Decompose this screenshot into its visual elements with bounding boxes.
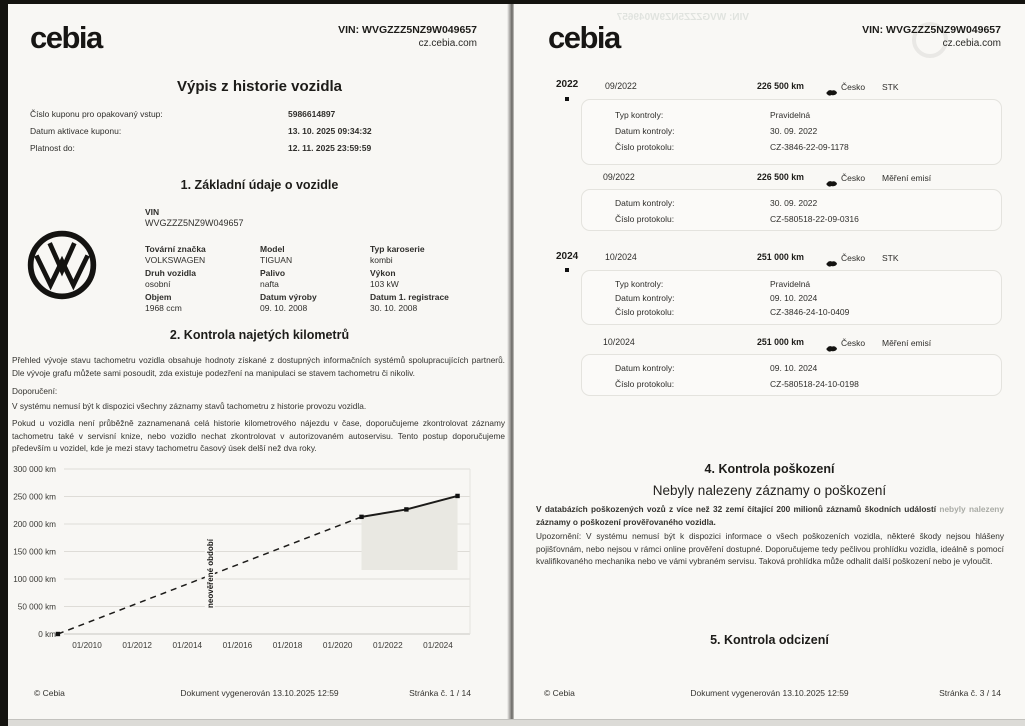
activation-date-label: Datum aktivace kuponu:	[30, 126, 122, 136]
entry-type: STK	[882, 82, 899, 92]
page-3	[514, 0, 1025, 726]
field-kind-label: Druh vozidla	[145, 268, 197, 278]
damage-text-before: V databázích poškozených vozů z více než 32 zemí čítající 200 milionů záznamů škodních událostí	[536, 504, 940, 514]
field-power-value: 103 kW	[370, 279, 399, 289]
field-brand-value: VOLKSWAGEN	[145, 255, 206, 265]
activation-date-value: 13. 10. 2025 09:34:32	[288, 126, 372, 136]
mileage-intro-paragraph: Přehled vývoje stavu tachometru vozidla obsahuje hodnoty získané z dostupných informačních systémů spolupracujících partnerů. Dle vývoje grafu můžete sami posoudit, zda existuje podezření na manipulaci se stavem tachometru či nikoliv.	[12, 355, 505, 378]
vw-logo-icon	[24, 227, 100, 308]
field-brand-label: Tovární značka	[145, 244, 206, 254]
header-vin: VIN: WVGZZZ5NZ9W049657	[338, 24, 477, 36]
svg-text:01/2010: 01/2010	[72, 641, 102, 650]
detail-label: Typ kontroly:	[615, 110, 664, 120]
inspection-detail-box	[581, 354, 1002, 396]
detail-value: CZ-3846-22-09-1178	[770, 142, 849, 152]
entry-odometer: 251 000 km	[757, 252, 804, 262]
section-5-heading: 5. Kontrola odcizení	[710, 633, 829, 647]
svg-text:150 000 km: 150 000 km	[13, 547, 56, 557]
inspection-detail-box	[581, 189, 1002, 231]
svg-text:01/2022: 01/2022	[373, 641, 403, 650]
detail-label: Datum kontroly:	[615, 293, 675, 303]
detail-label: Číslo protokolu:	[615, 379, 675, 389]
field-first-registration-value: 30. 10. 2008	[370, 303, 418, 313]
svg-text:neověřené období: neověřené období	[205, 539, 215, 608]
detail-label: Číslo protokolu:	[615, 142, 675, 152]
field-power-label: Výkon	[370, 268, 396, 278]
field-fuel-value: nafta	[260, 279, 279, 289]
detail-value: 09. 10. 2024	[770, 363, 818, 373]
mileage-chart	[8, 452, 512, 657]
detail-label: Datum kontroly:	[615, 363, 675, 373]
detail-value: CZ-3846-24-10-0409	[770, 307, 850, 317]
entry-month: 09/2022	[603, 172, 635, 182]
detail-label: Datum kontroly:	[615, 198, 675, 208]
damage-check-result: Nebyly nalezeny záznamy o poškození	[652, 483, 887, 498]
field-production-date-label: Datum výroby	[260, 292, 317, 302]
svg-text:01/2014: 01/2014	[172, 641, 203, 650]
field-model-label: Model	[260, 244, 285, 254]
coupon-number-value: 5986614897	[288, 109, 336, 119]
entry-country: Česko	[841, 82, 866, 92]
coupon-number-label: Číslo kuponu pro opakovaný vstup:	[30, 109, 163, 119]
entry-type: Měření emisí	[882, 338, 932, 348]
recommendation-label: Doporučení:	[12, 386, 58, 396]
cebia-logo: cebia	[548, 20, 620, 55]
scan-edge-top	[0, 0, 1025, 4]
scan-edge-left	[0, 0, 8, 726]
field-body-value: kombi	[370, 255, 393, 265]
vin-field-value: WVGZZZ5NZ9W049657	[145, 218, 244, 228]
header-site: cz.cebia.com	[418, 38, 477, 49]
validity-value: 12. 11. 2025 23:59:59	[288, 143, 372, 153]
footer-page-number: Stránka č. 3 / 14	[939, 688, 1001, 698]
header-vin: VIN: WVGZZZ5NZ9W049657	[862, 24, 1001, 36]
footer-generated: Dokument vygenerován 13.10.2025 12:59	[180, 688, 339, 698]
validity-label: Platnost do:	[30, 143, 75, 153]
svg-text:01/2018: 01/2018	[272, 641, 303, 650]
svg-text:01/2020: 01/2020	[322, 641, 353, 650]
entry-odometer: 251 000 km	[757, 337, 804, 347]
cebia-logo: cebia	[30, 20, 102, 55]
entry-country: Česko	[841, 173, 866, 183]
timeline-year-2022: 2022	[556, 79, 579, 90]
detail-value: 30. 09. 2022	[770, 126, 818, 136]
entry-month: 09/2022	[605, 81, 637, 91]
timeline-marker	[565, 268, 569, 272]
svg-text:01/2016: 01/2016	[222, 641, 253, 650]
entry-type: Měření emisí	[882, 173, 932, 183]
field-model-value: TIGUAN	[260, 255, 293, 265]
damage-text-highlight: nebyly nalezeny	[939, 504, 1004, 514]
detail-label: Číslo protokolu:	[615, 307, 675, 317]
header-site: cz.cebia.com	[942, 38, 1001, 49]
entry-month: 10/2024	[603, 337, 635, 347]
damage-warning-paragraph: Upozornění: V systému nemusí být k dispozici informace o všech poškozeních vozidla, některé škody nejsou hlášeny pojišťovnám, nebo nejsou v rámci online prověření dostupné. Doporučujeme tedy pečlivou prohlídku vozidla, ideálně s pomocí kvalifikovaného mechanika nebo ve vámi vybraném servisu. Taková prohlídka může odhalit další poškození nebo je vyloučit.	[536, 531, 1004, 566]
detail-value: 09. 10. 2024	[770, 293, 818, 303]
damage-check-paragraph	[536, 503, 1004, 528]
field-fuel-label: Palivo	[260, 268, 286, 278]
detail-label: Datum kontroly:	[615, 126, 675, 136]
footer-generated: Dokument vygenerován 13.10.2025 12:59	[690, 688, 849, 698]
inspection-detail-box	[581, 270, 1002, 325]
detail-value: 30. 09. 2022	[770, 198, 818, 208]
mileage-note-paragraph: V systému nemusí být k dispozici všechny záznamy stavů tachometru z historie provozu vozidla.	[12, 401, 367, 411]
inspection-detail-box	[581, 99, 1002, 165]
page-fold-seam	[507, 0, 514, 726]
svg-text:0 km: 0 km	[38, 630, 56, 639]
detail-label: Typ kontroly:	[615, 279, 664, 289]
field-first-registration-label: Datum 1. registrace	[370, 292, 449, 302]
svg-text:01/2012: 01/2012	[122, 641, 152, 650]
entry-odometer: 226 500 km	[757, 81, 804, 91]
field-body-label: Typ karoserie	[370, 244, 425, 254]
detail-value: CZ-580518-24-10-0198	[770, 379, 859, 389]
section-4-heading: 4. Kontrola poškození	[704, 462, 835, 476]
footer-copyright: © Cebia	[34, 688, 65, 698]
timeline-marker	[565, 97, 569, 101]
mileage-advice-paragraph: Pokud u vozidla není průběžně zaznamenaná celá historie kilometrového nájezdu v čase, doporučujeme zkontrolovat záznamy tachometru také v servisní knize, nebo vozidlo nechat zkontrolovat v autorizovaném autoservisu. Tento postup doporučujeme především u vozidel, kde je mezi stavy tachometru časový úsek delší než dva roky.	[12, 418, 505, 453]
field-production-date-value: 09. 10. 2008	[260, 303, 308, 313]
svg-text:50 000 km: 50 000 km	[17, 602, 56, 612]
section-2-heading: 2. Kontrola najetých kilometrů	[169, 328, 350, 342]
bleed-through-text-artifact: VIN: WVGZZZ5NZ9W049657	[616, 12, 749, 23]
entry-type: STK	[882, 253, 899, 263]
entry-country: Česko	[841, 338, 866, 348]
entry-odometer: 226 500 km	[757, 172, 804, 182]
field-kind-value: osobní	[145, 279, 171, 289]
field-displacement-value: 1968 ccm	[145, 303, 182, 313]
detail-value: Pravidelná	[770, 110, 811, 120]
document-title: Výpis z historie vozidla	[176, 78, 343, 95]
timeline-year-2024: 2024	[556, 251, 579, 262]
damage-text-after: záznamy o poškození prověřovaného vozidla.	[536, 516, 716, 527]
svg-text:01/2024: 01/2024	[423, 641, 453, 650]
scan-edge-bottom	[0, 719, 1025, 726]
svg-text:100 000 km: 100 000 km	[13, 575, 56, 584]
detail-value: CZ-580518-22-09-0316	[770, 214, 859, 224]
vin-field-label: VIN	[145, 207, 160, 217]
detail-value: Pravidelná	[770, 279, 811, 289]
section-1-heading: 1. Základní údaje o vozidle	[180, 178, 339, 192]
page-1	[8, 0, 511, 726]
footer-page-number: Stránka č. 1 / 14	[409, 688, 471, 698]
entry-month: 10/2024	[605, 252, 637, 262]
footer-copyright: © Cebia	[544, 688, 575, 698]
svg-text:300 000 km: 300 000 km	[13, 465, 56, 474]
field-displacement-label: Objem	[145, 292, 172, 302]
entry-country: Česko	[841, 253, 866, 263]
svg-text:250 000 km: 250 000 km	[13, 492, 56, 502]
svg-text:200 000 km: 200 000 km	[13, 520, 56, 529]
detail-label: Číslo protokolu:	[615, 214, 675, 224]
